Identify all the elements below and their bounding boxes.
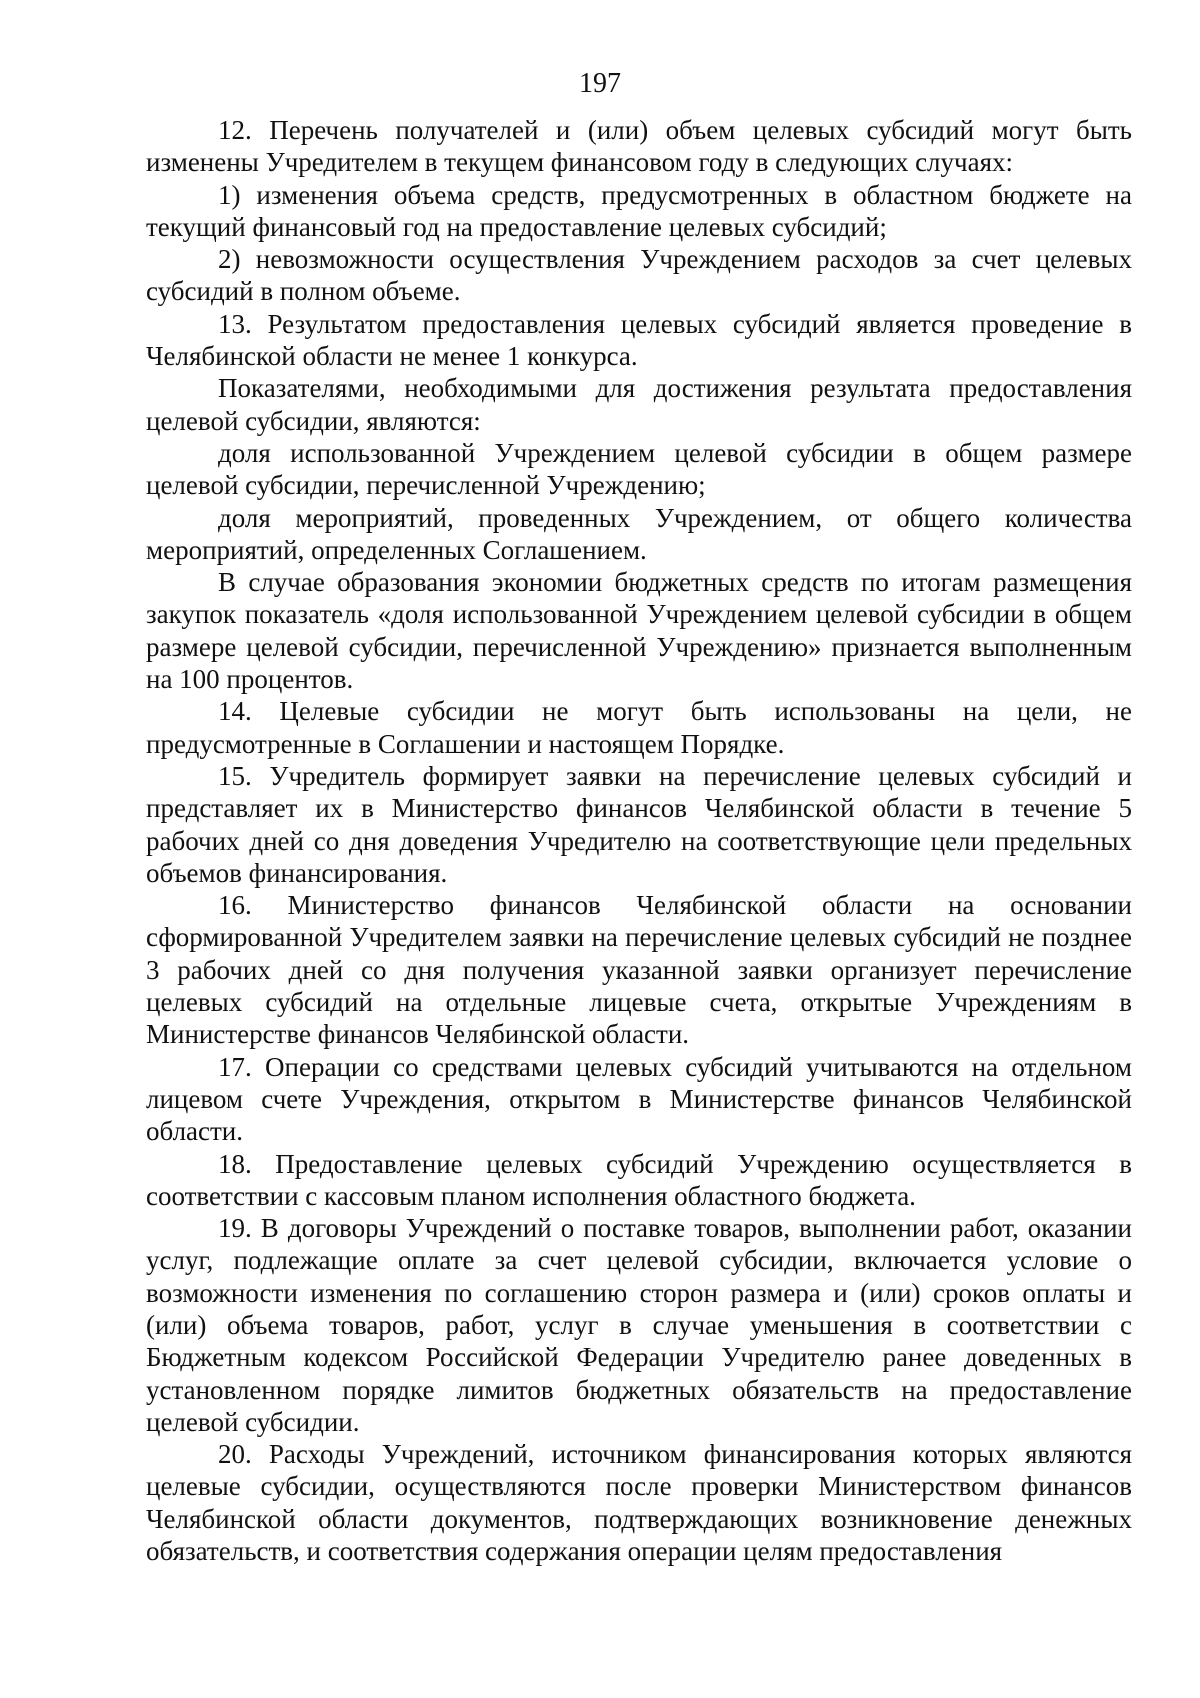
paragraph-13-indicator-2: доля мероприятий, проведенных Учреждением, от общего количества мероприятий, определенных Соглашением. — [146, 502, 1132, 565]
paragraph-13-indicators: Показателями, необходимыми для достижения результата предоставления целевой субсидии, являются: — [146, 373, 1132, 436]
paragraph-12-item-2: 2) невозможности осуществления Учреждением расходов за счет целевых субсидий в полном объеме. — [146, 244, 1132, 307]
paragraph-14: 14. Целевые субсидии не могут быть использованы на цели, не предусмотренные в Соглашении и настоящем Порядке. — [146, 696, 1132, 759]
paragraph-12-item-1: 1) изменения объема средств, предусмотренных в областном бюджете на текущий финансовый год на предоставление целевых субсидий; — [146, 179, 1132, 242]
paragraph-13-indicator-1: доля использованной Учреждением целевой субсидии в общем размере целевой субсидии, перечисленной Учреждению; — [146, 437, 1132, 501]
paragraph-12: 12. Перечень получателей и (или) объем целевых субсидий могут быть изменены Учредителем в текущем финансовом году в следующих случаях: — [146, 115, 1132, 178]
document-body — [146, 114, 1132, 1567]
paragraph-13-savings: В случае образования экономии бюджетных средств по итогам размещения закупок показатель «доля использованной Учреждением целевой субсидии в общем размере целевой субсидии, перечисленной Учреждению» признается выполненным на 100 процентов. — [146, 567, 1132, 695]
page-number: 197 — [579, 68, 621, 99]
paragraph-20: 20. Расходы Учреждений, источником финансирования которых являются целевые субсидии, осуществляются после проверки Министерством финансов Челябинской области документов, подтверждающих возникновение денежных обязательств, и соответствия содержания операции целям предоставления — [146, 1439, 1132, 1567]
paragraph-19: 19. В договоры Учреждений о поставке товаров, выполнении работ, оказании услуг, подлежащие оплате за счет целевой субсидии, включается условие о возможности изменения по соглашению сторон размера и (или) сроков оплаты и (или) объема товаров, работ, услуг в случае уменьшения в соответствии с Бюджетным кодексом Российской Федерации Учредителю ранее доведенных в установленном порядке лимитов бюджетных обязательств на предоставление целевой субсидии. — [146, 1213, 1132, 1437]
paragraph-16: 16. Министерство финансов Челябинской области на основании сформированной Учредителем заявки на перечисление целевых субсидий не позднее 3 рабочих дней со дня получения указанной заявки организует перечисление целевых субсидий на отдельные лицевые счета, открытые Учреждениям в Министерстве финансов Челябинской области. — [146, 890, 1132, 1050]
paragraph-13: 13. Результатом предоставления целевых субсидий является проведение в Челябинской области не менее 1 конкурса. — [146, 308, 1132, 372]
paragraph-18: 18. Предоставление целевых субсидий Учреждению осуществляется в соответствии с кассовым планом исполнения областного бюджета. — [146, 1148, 1132, 1211]
paragraph-15: 15. Учредитель формирует заявки на перечисление целевых субсидий и представляет их в Министерство финансов Челябинской области в течение 5 рабочих дней со дня доведения Учредителю на соответствующие цели предельных объемов финансирования. — [146, 760, 1132, 888]
paragraph-17: 17. Операции со средствами целевых субсидий учитываются на отдельном лицевом счете Учреждения, открытом в Министерстве финансов Челябинской области. — [146, 1051, 1132, 1147]
